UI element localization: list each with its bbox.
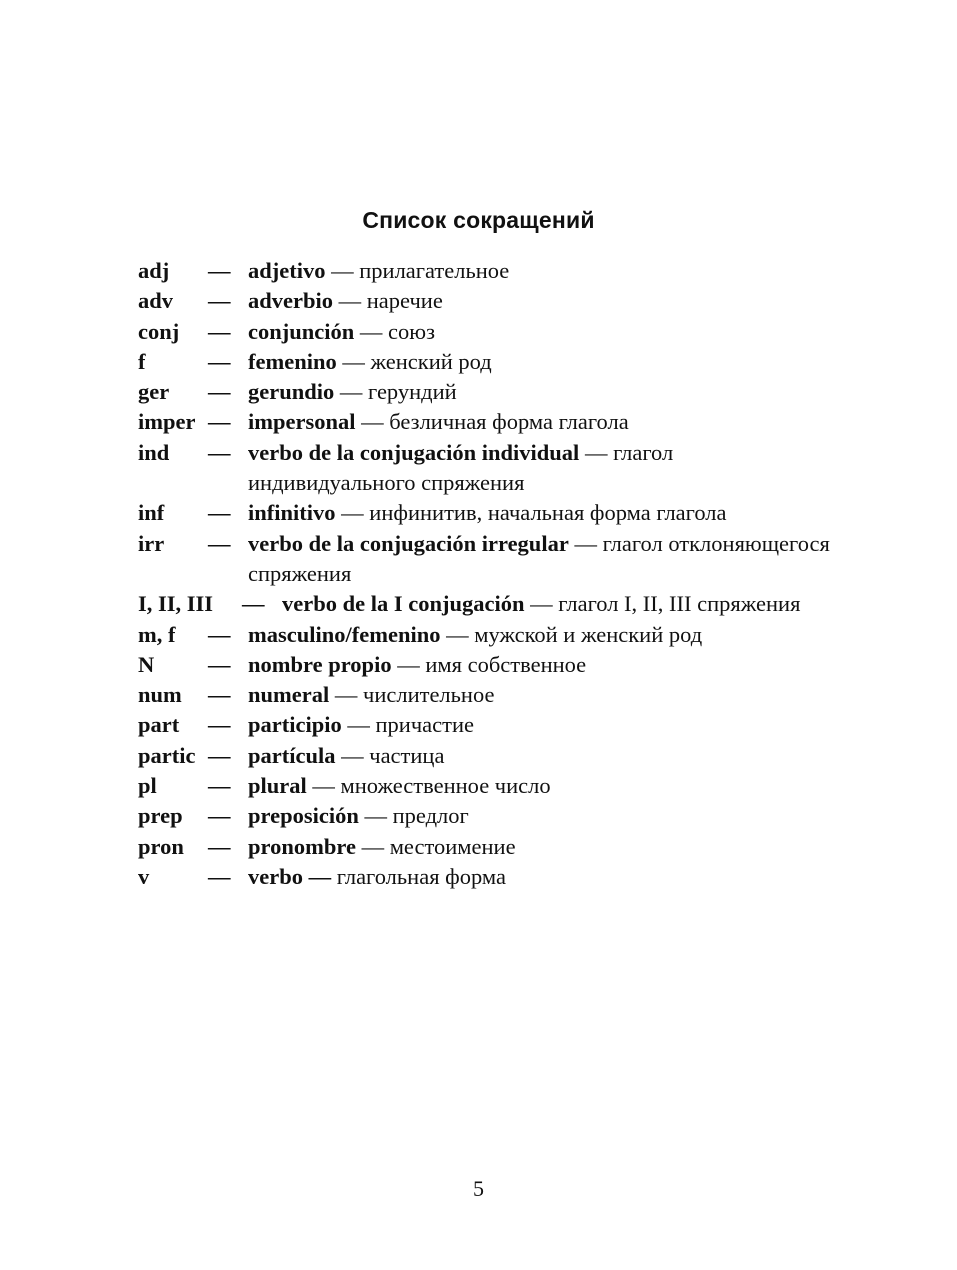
russian-translation: мужской и женский род: [474, 621, 703, 647]
spanish-term: pronombre: [248, 833, 356, 859]
separator: —: [358, 803, 393, 829]
russian-translation: предлог: [392, 803, 469, 829]
entry-definition: [248, 377, 838, 407]
abbreviation: part: [138, 712, 180, 738]
russian-translation: числительное: [363, 682, 495, 708]
list-item: [138, 620, 838, 650]
russian-translation: герундий: [368, 379, 457, 405]
abbreviation: adv: [138, 288, 174, 314]
abbreviation: pron: [138, 833, 184, 859]
entry-definition: [248, 680, 838, 710]
page-title: Список сокращений: [362, 207, 595, 233]
list-item: [138, 438, 838, 499]
entry-dash: —: [208, 500, 231, 526]
list-item: [138, 407, 838, 437]
separator: —: [334, 379, 369, 405]
russian-translation: имя собственное: [425, 651, 587, 677]
entry-dash: —: [208, 530, 231, 556]
separator: —: [524, 591, 559, 617]
abbreviation: ind: [138, 439, 170, 465]
russian-translation: инфинитив, начальная форма глагола: [369, 500, 727, 526]
abbreviation: num: [138, 682, 182, 708]
entry-dash: —: [208, 773, 231, 799]
list-item: [138, 801, 838, 831]
spanish-term: impersonal: [248, 409, 356, 435]
separator: —: [333, 288, 367, 314]
spanish-term: nombre propio: [248, 651, 392, 677]
entry-definition: [248, 710, 838, 740]
entry-dash: —: [208, 258, 231, 283]
abbreviation: f: [138, 348, 146, 374]
entry-definition: [248, 650, 838, 680]
entry-dash: —: [208, 409, 231, 435]
separator: —: [336, 348, 371, 374]
separator: —: [341, 712, 376, 738]
russian-translation: частица: [369, 742, 445, 768]
list-item: [138, 680, 838, 710]
abbreviation: adj: [138, 258, 170, 283]
russian-translation: глагол отклоняющегося спряжения: [248, 530, 830, 586]
entry-definition: [248, 529, 838, 590]
entry-definition: [248, 286, 838, 316]
list-item: [138, 771, 838, 801]
abbreviation: v: [138, 863, 150, 889]
list-item: [138, 862, 838, 892]
list-item: [138, 741, 838, 771]
entry-definition: [248, 741, 838, 771]
spanish-term: numeral: [248, 682, 330, 708]
entry-dash: —: [208, 288, 231, 314]
entry-dash: —: [208, 833, 231, 859]
spanish-term: verbo de la I conjugación: [282, 591, 525, 617]
separator: —: [325, 258, 360, 283]
separator: —: [335, 742, 370, 768]
abbreviation: ger: [138, 379, 170, 405]
spanish-term: infinitivo: [248, 500, 336, 526]
separator: —: [568, 530, 603, 556]
spanish-term: conjunción: [248, 318, 355, 344]
entry-dash: —: [208, 682, 231, 708]
entry-dash: —: [208, 379, 231, 405]
abbreviation: pl: [138, 773, 157, 799]
separator: —: [354, 318, 389, 344]
spanish-term: verbo —: [248, 863, 332, 889]
russian-translation: глагольная форма: [336, 863, 506, 889]
separator: —: [440, 621, 475, 647]
separator: —: [329, 682, 363, 708]
entry-dash: —: [208, 863, 231, 889]
entry-definition: [248, 620, 838, 650]
abbreviation-list: [138, 256, 838, 892]
list-item: [138, 286, 838, 316]
russian-translation: женский род: [370, 348, 492, 374]
entry-dash: —: [208, 712, 231, 738]
separator: —: [579, 439, 614, 465]
page-number: 5: [473, 1176, 484, 1201]
abbreviation: prep: [138, 803, 183, 829]
spanish-term: adverbio: [248, 288, 334, 314]
spanish-term: preposición: [248, 803, 359, 829]
russian-translation: глагол индивидуального спряжения: [248, 439, 674, 496]
entry-dash: —: [208, 439, 231, 465]
abbreviation: conj: [138, 318, 180, 344]
list-item: [138, 377, 838, 407]
abbreviation: inf: [138, 500, 165, 526]
entry-definition: [248, 771, 838, 801]
list-item: [138, 317, 838, 347]
russian-translation: множественное число: [340, 773, 551, 799]
list-item: [138, 589, 838, 619]
spanish-term: masculino/femenino: [248, 621, 441, 647]
entry-dash: —: [242, 591, 265, 617]
russian-translation: причастие: [375, 712, 474, 738]
spanish-term: adjetivo: [248, 258, 326, 283]
entry-definition: [248, 862, 838, 892]
spanish-term: partícula: [248, 742, 336, 768]
list-item: [138, 347, 838, 377]
entry-dash: —: [208, 318, 231, 344]
entry-definition: [282, 589, 838, 619]
list-item: [138, 498, 838, 528]
entry-definition: [248, 832, 838, 862]
entry-definition: [248, 438, 838, 499]
entry-definition: [248, 256, 838, 286]
abbreviation: N: [138, 651, 155, 677]
spanish-term: participio: [248, 712, 342, 738]
entry-definition: [248, 317, 838, 347]
entry-definition: [248, 407, 838, 437]
spanish-term: verbo de la conjugación irregular: [248, 530, 569, 556]
russian-translation: местоимение: [389, 833, 516, 859]
abbreviation: imper: [138, 409, 196, 435]
entry-dash: —: [208, 621, 231, 647]
list-item: [138, 256, 838, 286]
list-item: [138, 832, 838, 862]
separator: —: [355, 833, 390, 859]
separator: —: [306, 773, 341, 799]
abbreviation: irr: [138, 530, 165, 556]
entry-dash: —: [208, 651, 231, 677]
spanish-term: plural: [248, 773, 307, 799]
russian-translation: безличная форма глагола: [389, 409, 629, 435]
separator: —: [335, 500, 370, 526]
separator: —: [391, 651, 426, 677]
list-item: [138, 529, 838, 590]
russian-translation: прилагательное: [359, 258, 510, 283]
entry-dash: —: [208, 742, 231, 768]
spanish-term: gerundio: [248, 379, 335, 405]
spanish-term: femenino: [248, 348, 337, 374]
entry-dash: —: [208, 803, 231, 829]
russian-translation: наречие: [366, 288, 443, 314]
entry-definition: [248, 498, 838, 528]
list-item: [138, 650, 838, 680]
russian-translation: союз: [388, 318, 435, 344]
russian-translation: глагол I, II, III спряжения: [558, 591, 801, 617]
abbreviation: I, II, III: [138, 591, 214, 617]
entry-definition: [248, 347, 838, 377]
spanish-term: verbo de la conjugación individual: [248, 439, 580, 465]
entry-definition: [248, 801, 838, 831]
list-item: [138, 710, 838, 740]
separator: —: [355, 409, 390, 435]
entry-dash: —: [208, 348, 231, 374]
abbreviation: partic: [138, 742, 196, 768]
abbreviation: m, f: [138, 621, 176, 647]
